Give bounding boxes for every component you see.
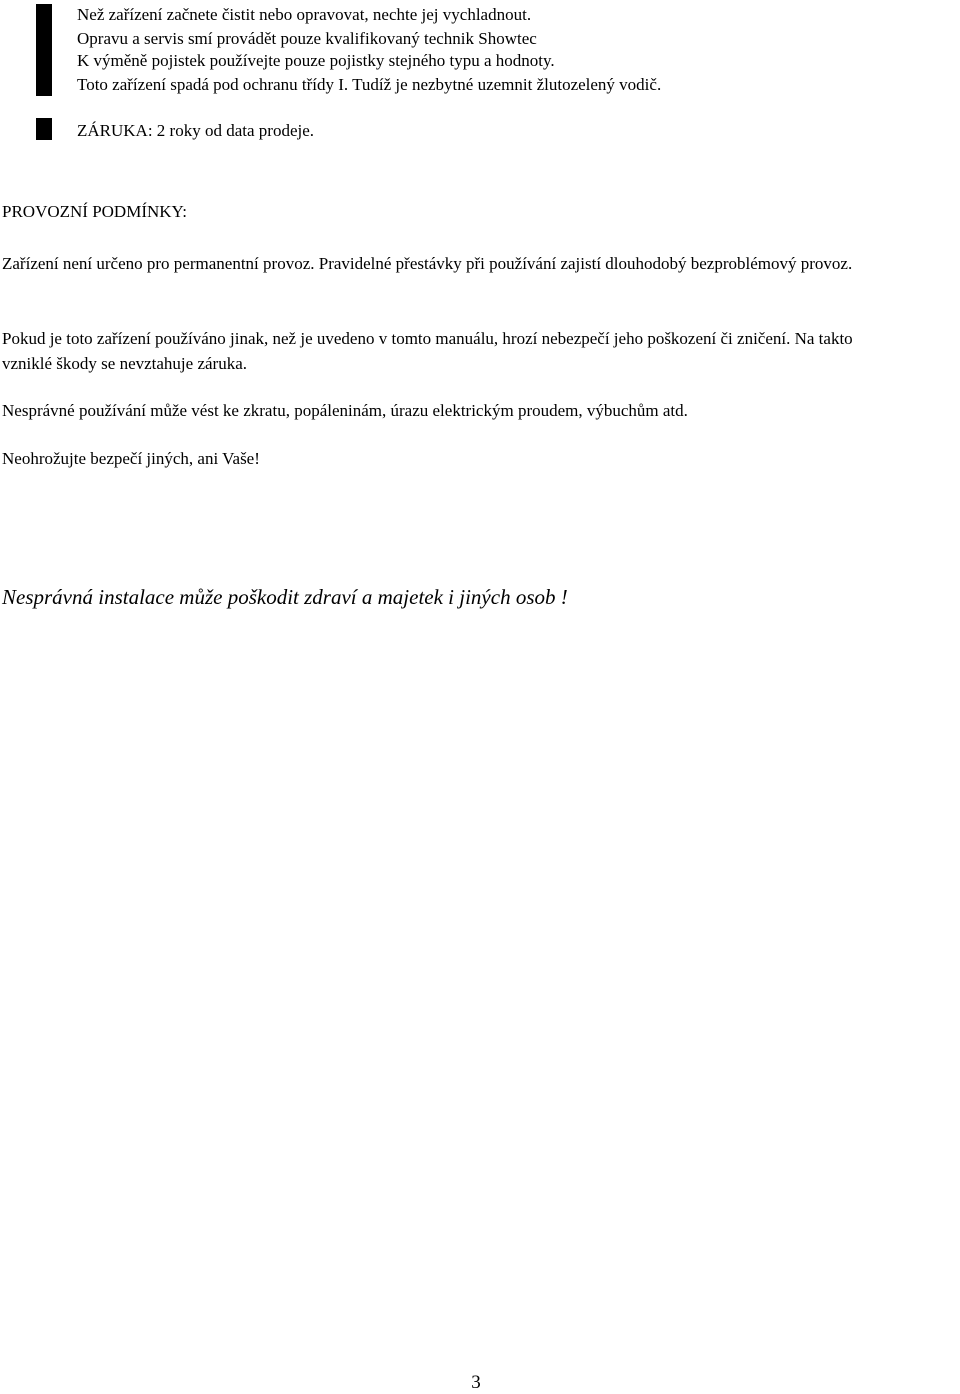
- safety-note-cooling: Než zařízení začnete čistit nebo opravovat, nechte jej vychladnout.: [77, 5, 532, 24]
- safety-note-service: Opravu a servis smí provádět pouze kvalifikovaný technik Showtec: [77, 29, 537, 48]
- paragraph-permanent-operation: Zařízení není určeno pro permanentní provoz. Pravidelné přestávky při používání zajistí dlouhodobý bezproblémový provoz.: [2, 254, 853, 273]
- left-margin-marker-bar: [36, 4, 52, 96]
- paragraph-improper-use: Pokud je toto zařízení používáno jinak, než je uvedeno v tomto manuálu, hrozí nebezpečí jeho poškození či zničení. Na takto vzniklé škody se nevztahuje záruka.: [2, 329, 853, 373]
- page-number: 3: [471, 1372, 481, 1393]
- safety-note-fuses: K výměně pojistek používejte pouze pojistky stejného typu a hodnoty.: [77, 51, 555, 70]
- safety-note-grounding: Toto zařízení spadá pod ochranu třídy I. Tudíž je nezbytné uzemnit žlutozelený vodič.: [77, 75, 662, 94]
- operating-conditions-heading: PROVOZNÍ PODMÍNKY:: [2, 202, 187, 221]
- paragraph-misuse-risks: Nesprávné používání může vést ke zkratu, popáleninám, úrazu elektrickým proudem, výbuchům atd.: [2, 401, 688, 420]
- paragraph-safety-appeal: Neohrožujte bezpečí jiných, ani Vaše!: [2, 449, 260, 468]
- installation-warning: Nesprávná instalace může poškodit zdraví a majetek i jiných osob !: [2, 585, 568, 609]
- warranty-note: ZÁRUKA: 2 roky od data prodeje.: [77, 121, 315, 140]
- warranty-marker-bar: [36, 118, 52, 140]
